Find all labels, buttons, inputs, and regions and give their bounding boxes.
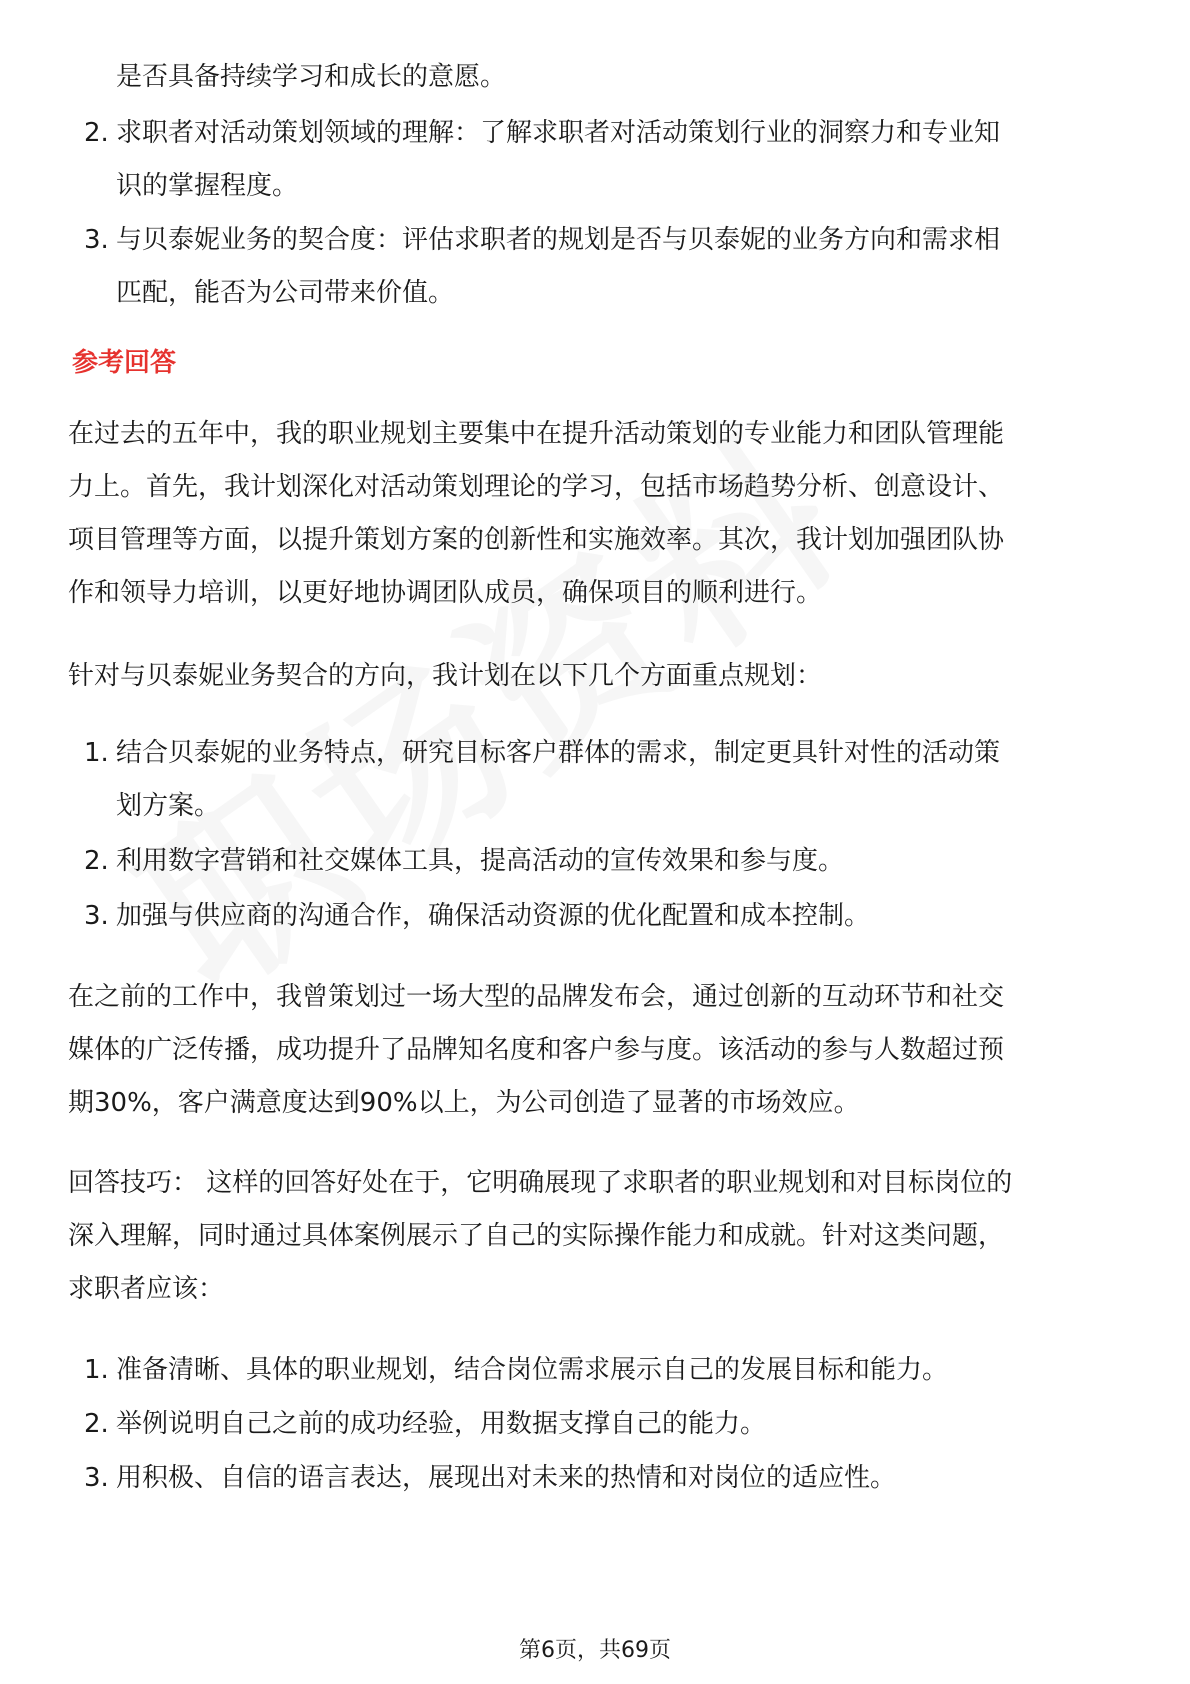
- para1-line-1: 在过去的五年中，我的职业规划主要集中在提升活动策划的专业能力和团队管理能: [68, 419, 1005, 449]
- criteria-2-line-2: 识的掌握程度。: [116, 171, 299, 201]
- criteria-3-line-2: 匹配，能否为公司带来价值。: [116, 278, 455, 308]
- tip-3-line-1: 用积极、自信的语言表达，展现出对未来的热情和对岗位的适应性。: [116, 1463, 897, 1493]
- tip-1-number: 1.: [84, 1355, 109, 1385]
- tip-2-number: 2.: [84, 1409, 109, 1439]
- criteria-3-line-1: 与贝泰妮业务的契合度：评估求职者的规划是否与贝泰妮的业务方向和需求相: [116, 225, 1001, 255]
- plan-2-number: 2.: [84, 846, 109, 876]
- para1-line-2: 力上。首先，我计划深化对活动策划理论的学习，包括市场趋势分析、创意设计、: [68, 472, 1005, 502]
- para4-line-3: 求职者应该：: [68, 1274, 225, 1304]
- para3-line-1: 在之前的工作中，我曾策划过一场大型的品牌发布会，通过创新的互动环节和社交: [68, 982, 1005, 1012]
- para3-line-3: 期30%，客户满意度达到90%以上，为公司创造了显著的市场效应。: [68, 1088, 860, 1118]
- para1-line-4: 作和领导力培训，以更好地协调团队成员，确保项目的顺利进行。: [68, 578, 823, 608]
- plan-1-number: 1.: [84, 738, 109, 768]
- intro-continuation: 是否具备持续学习和成长的意愿。: [116, 62, 507, 92]
- reference-answer-heading: 参考回答: [72, 348, 177, 378]
- tip-3-number: 3.: [84, 1463, 109, 1493]
- para4-line-2: 深入理解，同时通过具体案例展示了自己的实际操作能力和成就。针对这类问题，: [68, 1221, 1005, 1251]
- criteria-2-line-1: 求职者对活动策划领域的理解：了解求职者对活动策划行业的洞察力和专业知: [116, 118, 1001, 148]
- plan-1-line-1: 结合贝泰妮的业务特点，研究目标客户群体的需求，制定更具针对性的活动策: [116, 738, 1001, 768]
- para1-line-3: 项目管理等方面，以提升策划方案的创新性和实施效率。其次，我计划加强团队协: [68, 525, 1005, 555]
- tip-2-line-1: 举例说明自己之前的成功经验，用数据支撑自己的能力。: [116, 1409, 767, 1439]
- para3-line-2: 媒体的广泛传播，成功提升了品牌知名度和客户参与度。该活动的参与人数超过预: [68, 1035, 1005, 1065]
- para4-line-1: 回答技巧： 这样的回答好处在于，它明确展现了求职者的职业规划和对目标岗位的: [68, 1168, 1013, 1198]
- plan-2-line-1: 利用数字营销和社交媒体工具，提高活动的宣传效果和参与度。: [116, 846, 845, 876]
- page-number: 第6页，共69页: [519, 1638, 671, 1663]
- plan-3-number: 3.: [84, 901, 109, 931]
- tip-1-line-1: 准备清晰、具体的职业规划，结合岗位需求展示自己的发展目标和能力。: [116, 1355, 949, 1385]
- criteria-3-number: 3.: [84, 225, 109, 255]
- plan-1-line-2: 划方案。: [116, 791, 221, 821]
- plan-3-line-1: 加强与供应商的沟通合作，确保活动资源的优化配置和成本控制。: [116, 901, 871, 931]
- criteria-2-number: 2.: [84, 118, 109, 148]
- para2: 针对与贝泰妮业务契合的方向，我计划在以下几个方面重点规划：: [68, 661, 823, 691]
